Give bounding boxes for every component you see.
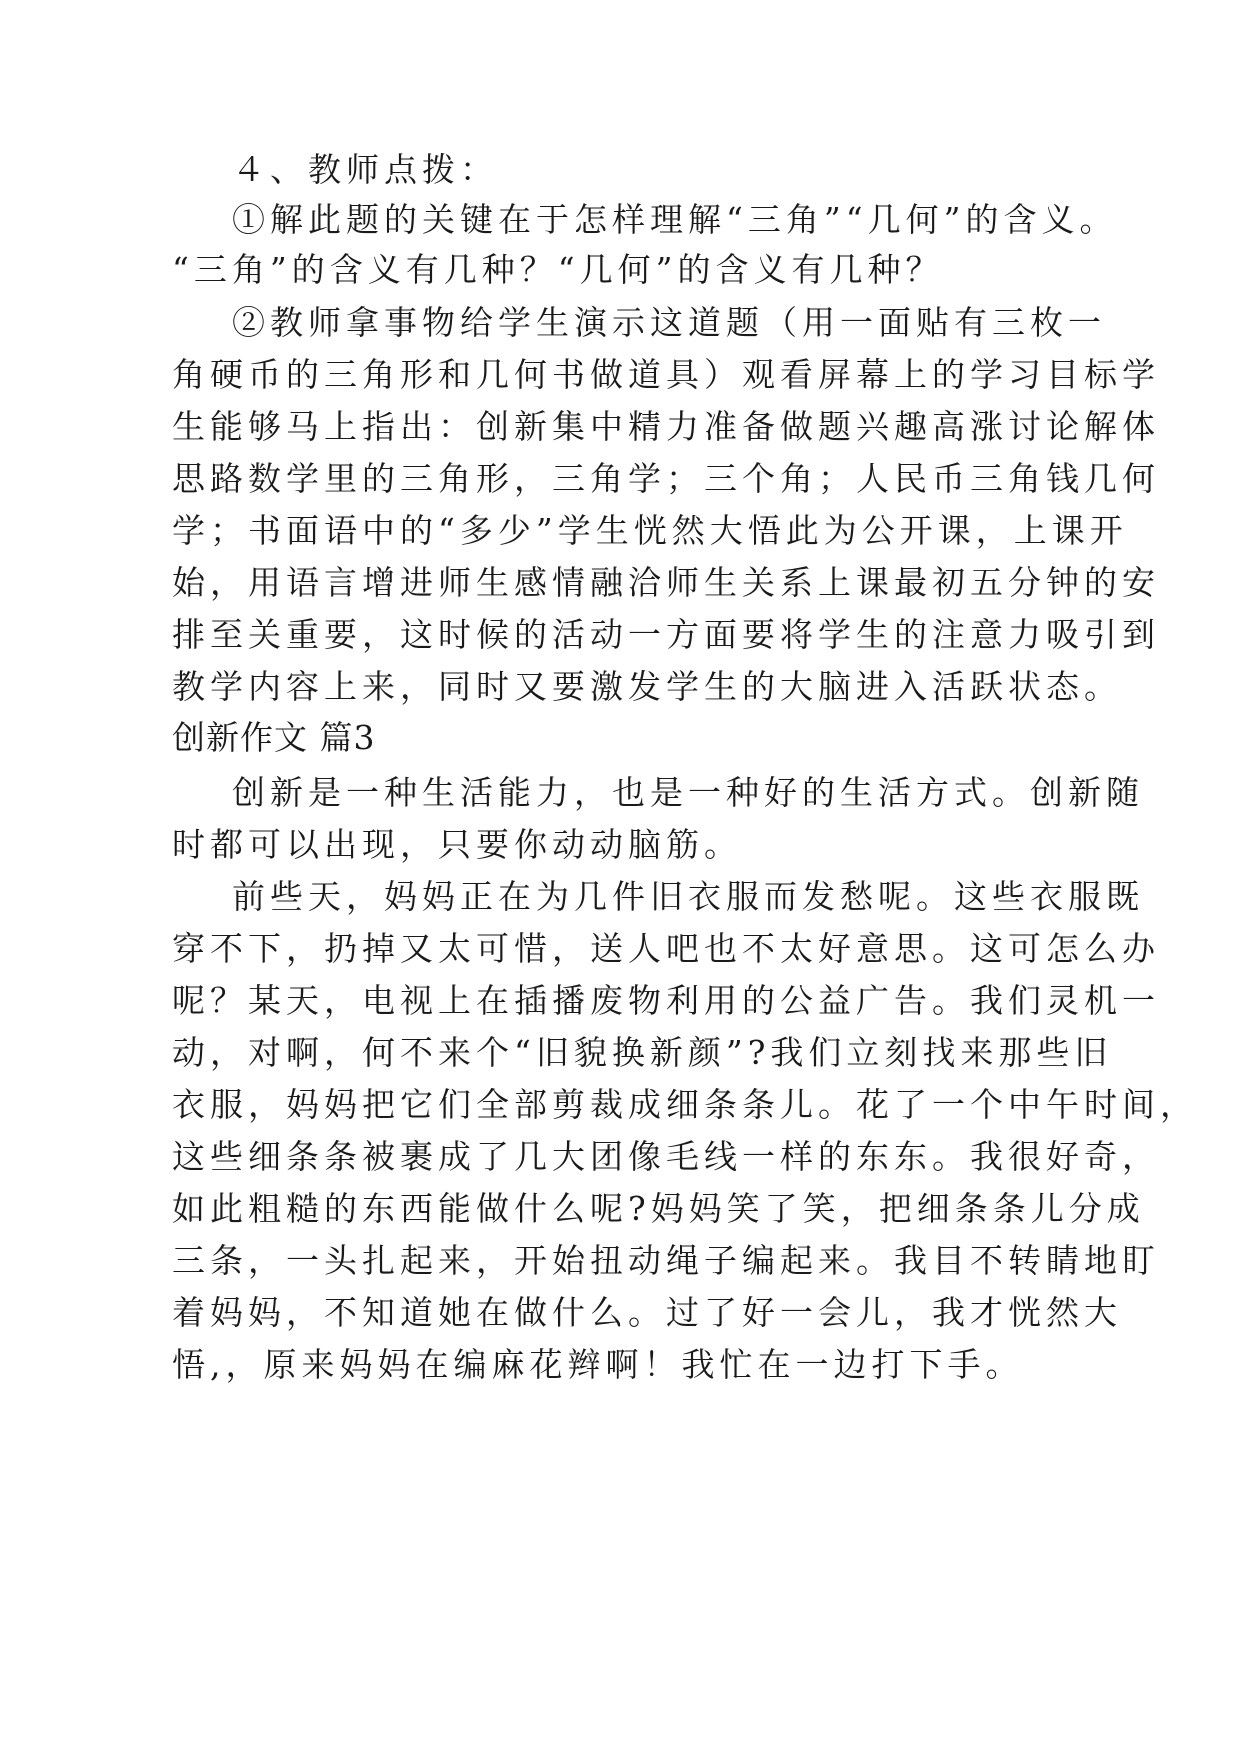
text-line: 呢？某天，电视上在插播废物利用的公益广告。我们灵机一 [172,981,1160,1020]
section-heading: 创新作文 篇3 [172,718,376,757]
text-line: 角硬币的三角形和几何书做道具）观看屏幕上的学习目标学 [172,355,1160,394]
text-line: 悟,，原来妈妈在编麻花辫啊！我忙在一边打下手。 [172,1345,1024,1384]
text-line: 始，用语言增进师生感情融洽师生关系上课最初五分钟的安 [172,563,1160,602]
text-line: 学；书面语中的“多少”学生恍然大悟此为公开课，上课开 [172,511,1128,550]
text-line: 教学内容上来，同时又要激发学生的大脑进入活跃状态。 [172,667,1122,706]
text-line: 穿不下，扔掉又太可惜，送人吧也不太好意思。这可怎么办 [172,929,1160,968]
text-line: ②教师拿事物给学生演示这道题（用一面贴有三枚一 [232,303,1106,342]
text-line: 动，对啊，何不来个“旧貌换新颜”?我们立刻找来那些旧 [172,1033,1113,1072]
text-line: 思路数学里的三角形，三角学；三个角；人民币三角钱几何 [172,459,1160,498]
text-line: ４、教师点拨： [232,150,498,189]
text-line: 前些天，妈妈正在为几件旧衣服而发愁呢。这些衣服既 [232,877,1144,916]
text-line: 这些细条条被裹成了几大团像毛线一样的东东。我很好奇， [172,1137,1160,1176]
text-line: 排至关重要，这时候的活动一方面要将学生的注意力吸引到 [172,615,1160,654]
text-line: ①解此题的关键在于怎样理解“三角”“几何”的含义。 [232,200,1118,239]
text-line: 创新是一种生活能力，也是一种好的生活方式。创新随 [232,773,1144,812]
text-line: 时都可以出现，只要你动动脑筋。 [172,825,742,864]
text-line: 着妈妈，不知道她在做什么。过了好一会儿，我才恍然大 [172,1293,1122,1332]
text-line: “三角”的含义有几种？“几何”的含义有几种？ [172,250,944,289]
text-line: 如此粗糙的东西能做什么呢?妈妈笑了笑，把细条条儿分成 [172,1189,1145,1228]
text-line: 衣服，妈妈把它们全部剪裁成细条条儿。花了一个中午时间， [172,1085,1198,1124]
text-line: 生能够马上指出：创新集中精力准备做题兴趣高涨讨论解体 [172,407,1160,446]
text-line: 三条，一头扎起来，开始扭动绳子编起来。我目不转睛地盯 [172,1241,1160,1280]
